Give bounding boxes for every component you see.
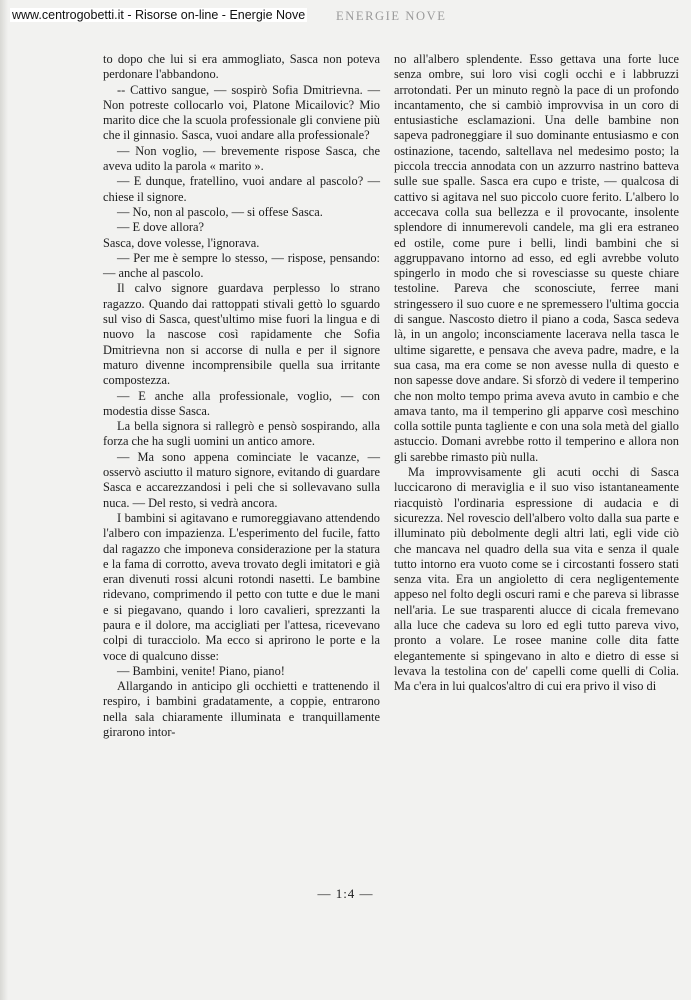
source-watermark: www.centrogobetti.it - Risorse on-line - Energie Nove [12, 8, 306, 22]
running-head: ENERGIE NOVE [336, 9, 447, 23]
paragraph: I bambini si agitavano e rumoreggiavano attendendo l'albero con impazienza. L'esperimento del fucile, fatto dal ragazzo che imponeva considerazione per la statura e la fama di corrotto, aveva trovato degli imitatori e già eran divenuti rossi alcuni rotondi nasetti. Le bambine ridevano, comprimendo il petto con tutte e due le mani e si piegavano, quando i loro cavalieri, sprezzanti la paura e il dolore, ma accigliati per l'attesa, ricevevano colpi di turacciolo. Ma ecco si aprirono le porte e la voce di qualcuno disse: [103, 510, 380, 663]
paragraph: -- Cattivo sangue, — sospirò Sofia Dmitrievna. — Non potreste collocarlo voi, Platone Micailovic? Mio marito dice che la scuola professionale gli conviene più che il ginnasio. Sasca, vuoi andare alla professionale? [103, 82, 380, 143]
page-number: — 1:4 — [317, 886, 374, 901]
paragraph: Sasca, dove volesse, l'ignorava. [103, 235, 260, 250]
paragraph: — Ma sono appena cominciate le vacanze, — osservò asciutto il maturo signore, evitando di guardare Sasca e accarezzandosi i peli che si sollevavano sulla nuca. — Del resto, si vedrà ancora. [103, 449, 380, 510]
scan-edge-shadow [0, 0, 8, 1000]
paragraph: to dopo che lui si era ammogliato, Sasca non poteva perdonare l'abbandono. [103, 52, 380, 82]
paragraph: — Bambini, venite! Piano, piano! [117, 663, 285, 678]
page-header [0, 0, 691, 30]
right-column [394, 52, 679, 694]
paragraph: — E dove allora? [117, 220, 205, 235]
paragraph: — Non voglio, — brevemente rispose Sasca, che aveva udito la parola « marito ». [103, 143, 380, 174]
paragraph: — E anche alla professionale, voglio, — con modestia disse Sasca. [103, 388, 380, 418]
paragraph: La bella signora si rallegrò e pensò sospirando, alla forza che ha sugli uomini un antico amore. [103, 419, 380, 449]
paragraph: Ma improvvisamente gli acuti occhi di Sasca luccicarono di meraviglia e il suo viso istantaneamente riacquistò l'ordinaria espressione di audacia e di sicurezza. Nel rovescio dell'albero volto dalla sua parte e illuminato più debolmente degli altri lati, egli vide ciò che mancava nel quadro della sua vita e senza il quale tutto intorno era vuoto come se i circostanti fossero stati senza vita. Era un angioletto di cera negligentemente appeso nel folto degli oscuri rami e che pareva si librasse nell'aria. Le sue trasparenti alucce di cicala fremevano alla luce che cadeva su loro ed egli tutto pareva vivo, pronto a volare. Le rosee manine colle dita fatte elegantemente si spingevano in alto e dietro di esse si levava la testolina con de' capelli come quelli di Colia. Ma c'era in lui qualcos'altro di cui era privo il viso di [394, 465, 679, 694]
paragraph: — Per me è sempre lo stesso, — rispose, pensando: — anche al pascolo. [103, 250, 380, 281]
paragraph: Il calvo signore guardava perplesso lo strano ragazzo. Quando dai rattoppati stivali gettò lo sguardo sul viso di Sasca, quest'ultimo mise fuori la lingua e di nuovo la nascose così rapidamente che Sofia Dmitrievna non si accorse di nulla e per il signore maturo divenne incomprensibile quella sua irritante compostezza. [103, 281, 380, 388]
left-column [103, 52, 380, 740]
paragraph: no all'albero splendente. Esso gettava una forte luce senza ombre, sui loro visi cogli occhi e i labbruzzi arrotondati. Per un minuto regnò la pace di un profondo incantamento, che si cambiò improvvisa in un coro di entusiastiche esclamazioni. Una delle bambine non sapeva padroneggiare il suo dominante entusiasmo e con ostinazione, tacendo, saltellava nel medesimo posto; la piccola treccia annodata con un azzurro nastrino batteva sulle sue spalle. Sasca era cupo e triste, — qualcosa di cattivo si agitava nel suo piccolo cuore ferito. L'albero lo accecava colla sua bellezza e il provocante, insolente splendore di innumerevoli candele, ma gli era estraneo ed ostile, come pure i belli, lindi bambini che si aggruppavano intorno ad esso, ed egli avrebbe voluto spingerlo in modo che si rovesciasse su queste chiare testoline. Pareva che sconosciute, ferree mani stringessero il suo cuore e ne spremessero l'ultima goccia di sangue. Nascosto dietro il piano a coda, Sasca sedeva là, in un angolo; inconsciamente lacerava nella tasca le ultime sigarette, e pensava che aveva padre, madre, e la sua casa, ma era come se non avesse nulla di questo e non sapesse dove andare. Si sforzò di vedere il temperino che non molto tempo prima aveva avuto in cambio e che amava tanto, ma il temperino gli apparve così meschino colla sottile punta tagliente e con una sola metà del giallo astuccio. Domani avrebbe rotto il temperino e allora non gli sarebbe rimasto più nulla. [394, 52, 679, 464]
paragraph: — E dunque, fratellino, vuoi andare al pascolo? — chiese il signore. [103, 174, 380, 204]
paragraph: — No, non al pascolo, — si offese Sasca. [117, 204, 323, 219]
paragraph: Allargando in anticipo gli occhietti e trattenendo il respiro, i bambini gradatamente, a coppie, entrarono nella sala chiaramente illuminata e tranquillamente girarono intor- [103, 679, 380, 740]
